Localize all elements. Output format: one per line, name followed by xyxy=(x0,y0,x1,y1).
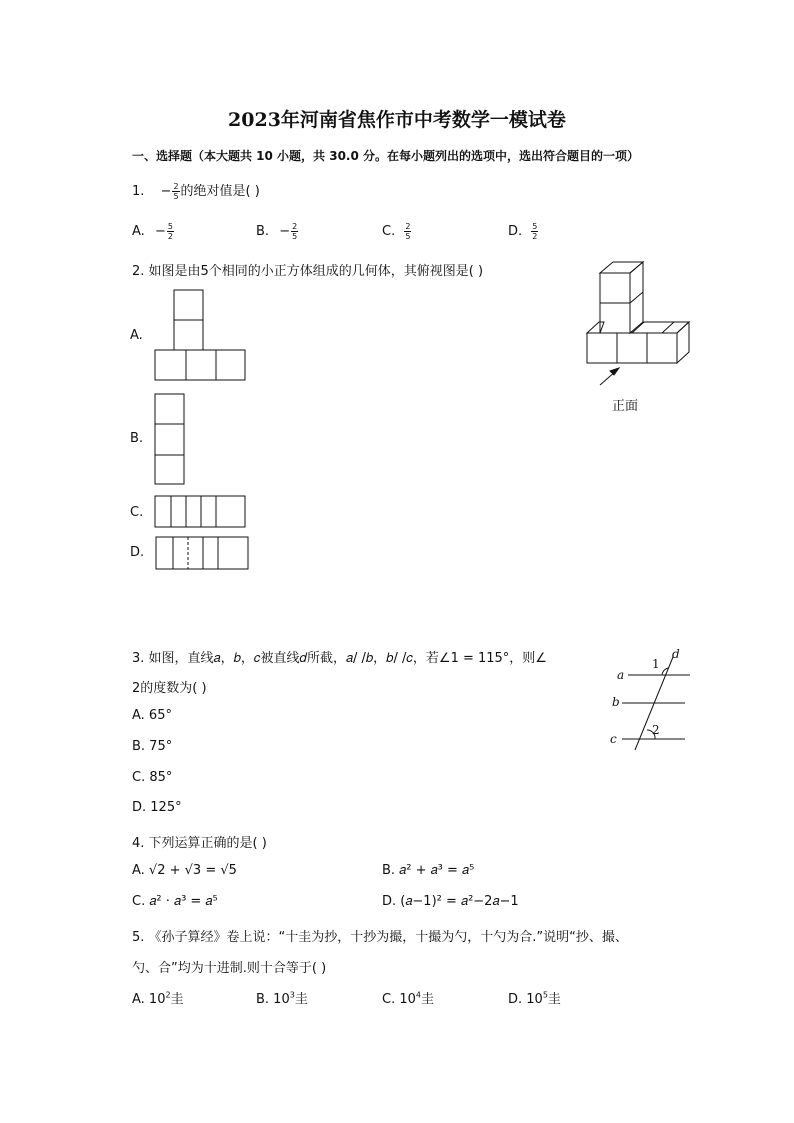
q5-option-c-unit: 圭 xyxy=(420,992,434,1007)
q1-option-d-den: 2 xyxy=(532,232,538,241)
q2-option-d-label: D. xyxy=(130,545,145,560)
q5-option-c-text: C. 10 xyxy=(382,992,416,1007)
q2-option-a-label: A. xyxy=(130,328,143,343)
section-heading: 一、选择题（本大题共 10 小题，共 30.0 分。在每小题列出的选项中，选出符合题目的一项） xyxy=(132,149,640,163)
q4-option-c: C. 𝑎² · 𝑎³ = 𝑎⁵ xyxy=(132,894,218,909)
label-d: d xyxy=(672,647,680,661)
question-3-stem-line1: 3. 如图，直线𝑎，𝑏，𝑐被直线𝑑所截，𝑎/ /𝑏，𝑏/ /𝑐，若∠1 = 115°，则∠ xyxy=(132,651,547,666)
q5-option-a-exp: 2 xyxy=(165,990,171,1000)
q5-option-a-text: A. 10 xyxy=(132,992,166,1007)
q1-option-b-num: 2 xyxy=(292,222,298,231)
label-angle-2: 2 xyxy=(652,723,660,737)
q3-option-c: C. 85° xyxy=(132,770,173,785)
q5-option-a xyxy=(132,988,184,1007)
q2-option-b-label: B. xyxy=(130,431,144,446)
q4-option-b: B. 𝑎² + 𝑎³ = 𝑎⁵ xyxy=(382,863,475,878)
q1-option-c-label: C. xyxy=(382,224,396,239)
question-5-stem-line2: 勺、合”均为十进制.则十合等于( ) xyxy=(132,961,327,976)
label-c: c xyxy=(610,732,617,746)
q1-option-b-label: B. xyxy=(256,224,270,239)
q1-option-c-den: 5 xyxy=(405,232,411,241)
q5-option-d-unit: 圭 xyxy=(547,992,561,1007)
q5-option-d-text: D. 10 xyxy=(508,992,543,1007)
q1-option-a-label: A. xyxy=(132,224,145,239)
q1-option-b-den: 5 xyxy=(292,232,298,241)
q1-frac-den: 5 xyxy=(173,192,179,201)
q1-option-b-sign: − xyxy=(279,224,291,239)
q1-number: 1. xyxy=(132,184,145,199)
q5-option-d-exp: 5 xyxy=(542,990,548,1000)
q3-option-a: A. 65° xyxy=(132,708,172,723)
q5-option-a-unit: 圭 xyxy=(170,992,184,1007)
q1-option-a-den: 2 xyxy=(167,232,173,241)
q2-option-c-label: C. xyxy=(130,505,144,520)
q3-option-d: D. 125° xyxy=(132,800,182,815)
question-2-stem: 2. 如图是由5个相同的小正方体组成的几何体，其俯视图是( ) xyxy=(132,264,484,279)
q5-option-c xyxy=(382,988,434,1007)
q3-option-b: B. 75° xyxy=(132,739,173,754)
q5-option-b xyxy=(256,988,308,1007)
q5-option-c-exp: 4 xyxy=(415,990,421,1000)
question-4-stem: 4. 下列运算正确的是( ) xyxy=(132,836,267,851)
q1-option-a-num: 5 xyxy=(167,222,173,231)
q1-frac-num: 2 xyxy=(173,182,179,191)
q1-option-d-num: 5 xyxy=(532,222,538,231)
q1-option-d-label: D. xyxy=(508,224,523,239)
q4-option-a: A. √2 + √3 = √5 xyxy=(132,863,237,878)
q1-stem-tail: 的绝对值是( ) xyxy=(180,184,260,199)
label-a: a xyxy=(617,668,625,682)
label-angle-1: 1 xyxy=(652,657,660,671)
q1-minus: − xyxy=(160,184,172,199)
q5-option-b-text: B. 10 xyxy=(256,992,290,1007)
q1-option-c-num: 2 xyxy=(405,222,411,231)
front-label: 正面 xyxy=(612,399,639,414)
q4-option-d: D. (𝑎−1)² = 𝑎²−2𝑎−1 xyxy=(382,894,519,909)
q5-option-b-exp: 3 xyxy=(289,990,295,1000)
page-title: 2023年河南省焦作市中考数学一模试卷 xyxy=(228,109,566,131)
q1-option-a-sign: − xyxy=(154,224,166,239)
question-3-stem-line2: 2的度数为( ) xyxy=(132,681,207,696)
label-b: b xyxy=(612,695,620,709)
question-5-stem-line1: 5. 《孙子算经》卷上说：“十圭为抄，十抄为撮，十撮为勺，十勺为合.”说明“抄、撮、 xyxy=(132,930,628,945)
q5-option-d xyxy=(508,988,561,1007)
q5-option-b-unit: 圭 xyxy=(294,992,308,1007)
